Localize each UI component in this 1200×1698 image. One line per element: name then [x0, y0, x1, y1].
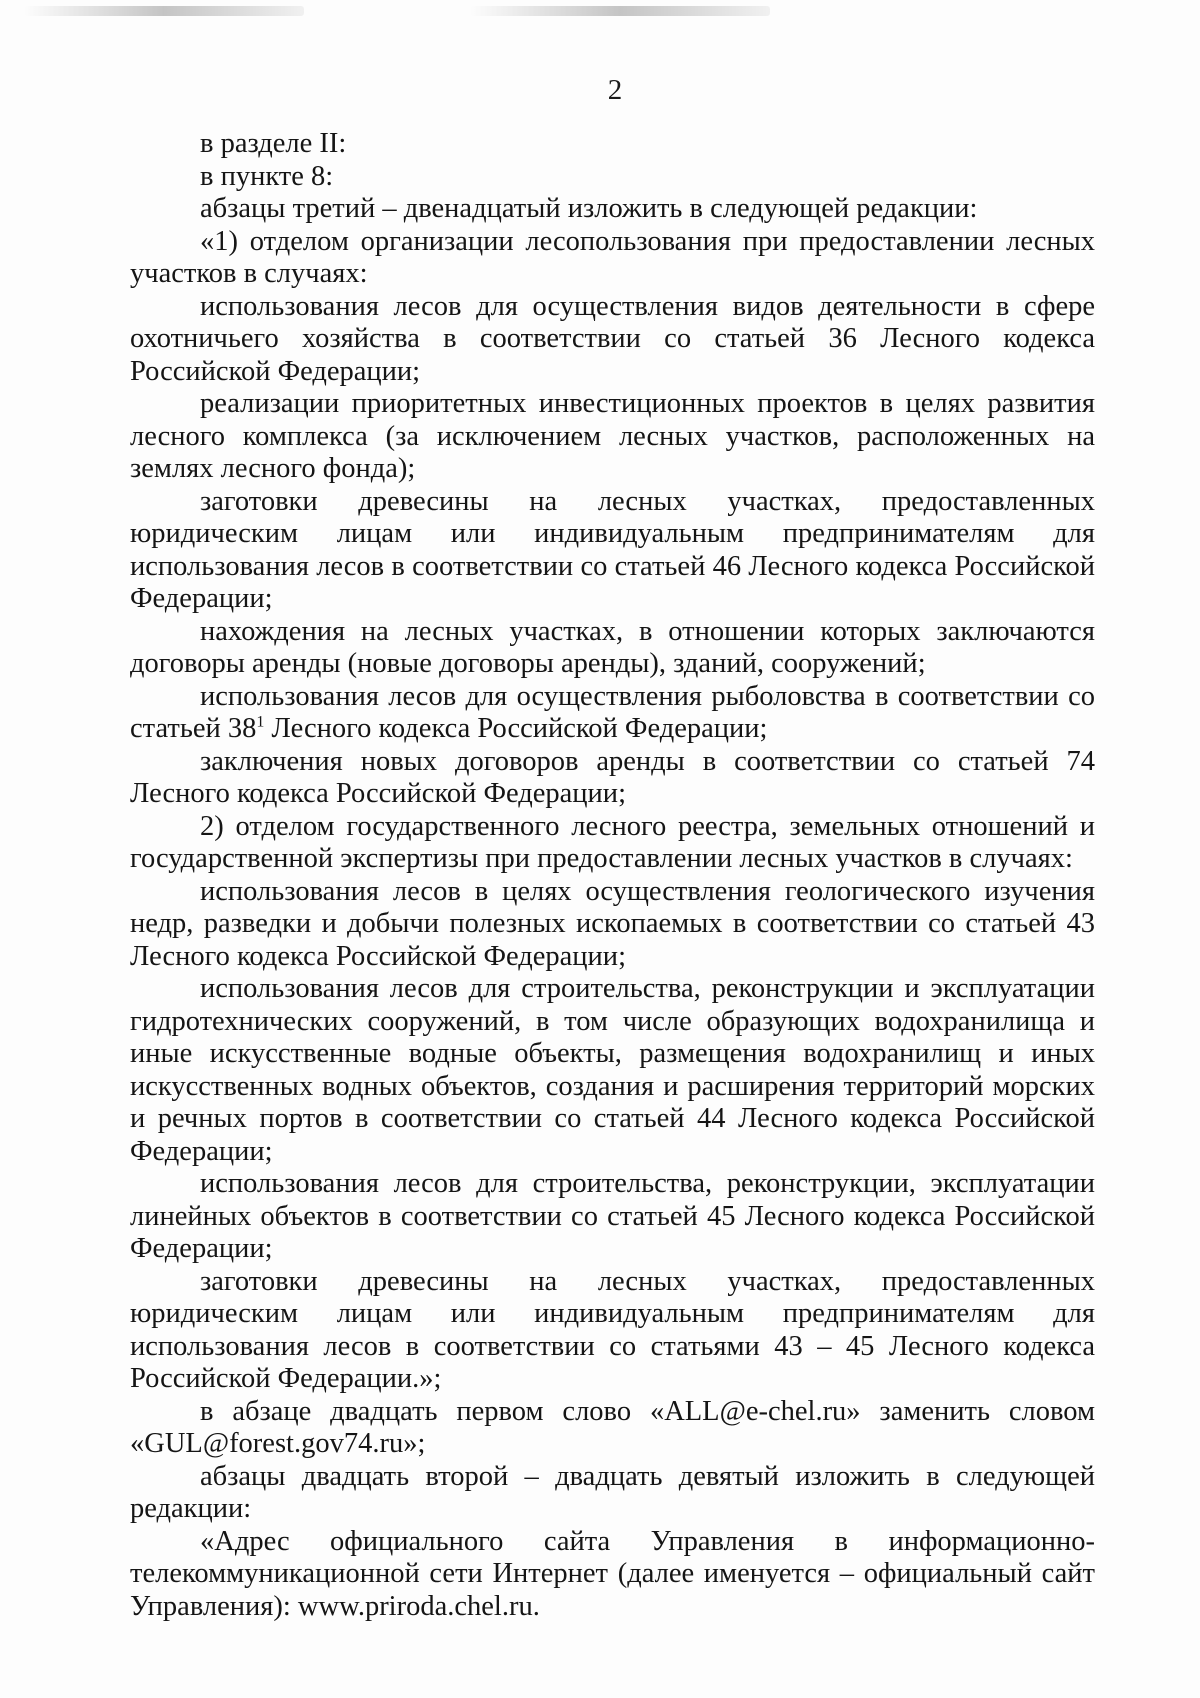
- paragraph: 2) отделом государственного лесного реестра, земельных отношений и государственной экспертизы при предоставлении лесных участков в случаях:: [130, 810, 1095, 874]
- paragraph: «Адрес официального сайта Управления в информационно-телекоммуникационной сети Интернет (далее именуется – официальный сайт Управления): www.priroda.chel.ru.: [130, 1525, 1095, 1622]
- scan-artifact: [470, 6, 770, 16]
- paragraph: абзацы третий – двенадцатый изложить в следующей редакции:: [200, 193, 978, 224]
- scan-artifact: [24, 6, 304, 16]
- paragraph: в пункте 8:: [200, 160, 334, 192]
- paragraph: использования лесов в целях осуществления геологического изучения недр, разведки и добычи полезных ископаемых в соответствии со статьей 43 Лесного кодекса Российской Федерации;: [130, 875, 1095, 972]
- paragraph: заготовки древесины на лесных участках, предоставленных юридическим лицам или индивидуальным предпринимателям для использования лесов в соответствии со статьей 46 Лесного кодекса Российской Федерации;: [130, 485, 1095, 614]
- paragraph: [130, 681, 1095, 746]
- paragraph: заключения новых договоров аренды в соответствии со статьей 74 Лесного кодекса Российской Федерации;: [130, 745, 1095, 809]
- superscript: 1: [256, 713, 265, 731]
- paragraph: заготовки древесины на лесных участках, предоставленных юридическим лицам или индивидуальным предпринимателям для использования лесов в соответствии со статьями 43 – 45 Лесного кодекса Российской Федерации.»;: [130, 1265, 1095, 1394]
- paragraph: абзацы двадцать второй – двадцать девятый изложить в следующей редакции:: [130, 1460, 1095, 1524]
- paragraph-text: использования лесов для осуществления рыболовства в соответствии со статьей 38: [130, 680, 1095, 744]
- paragraph: в разделе II:: [200, 128, 347, 159]
- paragraph: «1) отделом организации лесопользования при предоставлении лесных участков в случаях:: [130, 225, 1095, 289]
- paragraph: нахождения на лесных участках, в отношении которых заключаются договоры аренды (новые договоры аренды), зданий, сооружений;: [130, 615, 1095, 679]
- paragraph-text: Лесного кодекса Российской Федерации;: [264, 713, 768, 744]
- paragraph: использования лесов для осуществления видов деятельности в сфере охотничьего хозяйства в соответствии со статьей 36 Лесного кодекса Российской Федерации;: [130, 290, 1095, 387]
- paragraph: в абзаце двадцать первом слово «ALL@e-chel.ru» заменить словом «GUL@forest.gov74.ru»;: [130, 1395, 1095, 1459]
- document-body: [130, 128, 1095, 1623]
- paragraph: реализации приоритетных инвестиционных проектов в целях развития лесного комплекса (за исключением лесных участков, расположенных на землях лесного фонда);: [130, 388, 1095, 484]
- paragraph: использования лесов для строительства, реконструкции и эксплуатации гидротехнических сооружений, в том числе образующих водохранилища и иные искусственные водные объекты, размещения водохранилищ и иных искусственных водных объектов, создания и расширения территорий морских и речных портов в соответствии со статьей 44 Лесного кодекса Российской Федерации;: [130, 973, 1095, 1167]
- page-number: 2: [607, 74, 623, 106]
- paragraph: использования лесов для строительства, реконструкции, эксплуатации линейных объектов в соответствии со статьей 45 Лесного кодекса Российской Федерации;: [130, 1168, 1095, 1264]
